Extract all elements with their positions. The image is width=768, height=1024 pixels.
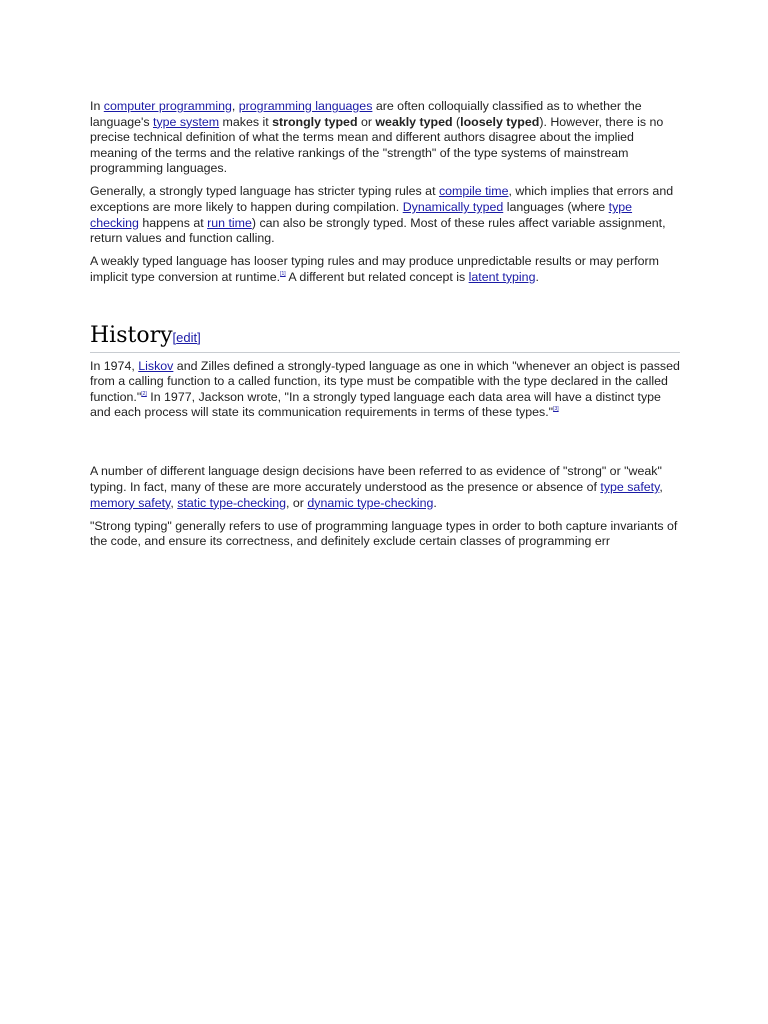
text: A number of different language design decisions have been referred to as evidence of "strong" or "weak" typing. In fact, many of these are more accurately understood as the presence or absence of: [90, 464, 662, 494]
link-memory-safety[interactable]: memory safety: [90, 495, 171, 510]
text: ,: [659, 480, 663, 494]
term-strongly-typed: strongly typed: [272, 114, 358, 129]
link-type-checking[interactable]: type checking: [90, 200, 633, 230]
text: ) can also be strongly typed. Most of these rules affect variable assignment, return values and function calling.: [90, 215, 666, 246]
text: ,: [170, 495, 178, 510]
history-heading: [90, 323, 680, 353]
text: makes it: [219, 114, 273, 129]
link-computer-programming[interactable]: computer programming: [103, 99, 232, 113]
definitions-paragraph-2: [90, 519, 680, 550]
text: Generally, a strongly typed language has stricter typing rules at: [90, 184, 439, 199]
text: A different but related concept is: [285, 269, 469, 284]
link-programming-languages[interactable]: programming languages: [238, 99, 373, 113]
term-loosely-typed: loosely typed: [460, 114, 540, 129]
history-paragraph: [90, 359, 680, 421]
text: In: [90, 99, 104, 113]
reference-3[interactable]: [3]: [553, 406, 559, 413]
link-liskov[interactable]: Liskov: [138, 358, 174, 373]
text: languages (where: [503, 200, 609, 215]
text: , or: [286, 495, 308, 510]
edit-link[interactable]: edit: [176, 329, 198, 345]
reference-2[interactable]: [2]: [141, 390, 147, 397]
intro-paragraph-2: [90, 184, 680, 246]
article-body: [90, 99, 680, 557]
edit-bracket-open: [: [172, 329, 177, 345]
link-dynamically-typed[interactable]: Dynamically typed: [402, 200, 504, 215]
text: happens at: [138, 215, 208, 230]
section-gap: [90, 428, 680, 464]
link-type-safety[interactable]: type safety: [600, 480, 660, 494]
text: and Zilles defined a strongly-typed language as one in which "whenever an object is passed from a calling function to a called function, its type must be compatible with the type declared in the called function.": [90, 358, 680, 404]
text: "Strong typing" generally refers to use of programming language types in order to both capture invariants of the code, and ensure its correctness, and definitely exclude certain classes of programming err: [90, 518, 678, 549]
intro-paragraph-3: [90, 254, 680, 285]
link-latent-typing[interactable]: latent typing: [468, 269, 536, 284]
text: or: [357, 114, 376, 129]
text: In 1977, Jackson wrote, "In a strongly typed language each data area will have a distinct type and each process will state its communication requirements in terms of these types.": [90, 389, 661, 420]
link-run-time[interactable]: run time: [207, 215, 252, 230]
link-dynamic-type-checking[interactable]: dynamic type-checking: [307, 495, 434, 510]
link-static-type-checking[interactable]: static type-checking: [177, 495, 287, 510]
text: .: [535, 269, 539, 284]
definitions-paragraph-1: [90, 464, 680, 511]
text: are often colloquially classified as to whether the language's: [90, 99, 642, 129]
term-weakly-typed: weakly typed: [375, 114, 453, 129]
text: A weakly typed language has looser typing rules and may produce unpredictable results or may perform implicit type conversion at runtime.: [90, 254, 659, 284]
text: In 1974,: [90, 358, 139, 373]
link-compile-time[interactable]: compile time: [438, 184, 509, 199]
text: ,: [231, 99, 239, 113]
text: .: [433, 495, 437, 510]
link-type-system[interactable]: type system: [153, 114, 220, 129]
reference-1[interactable]: [1]: [280, 270, 286, 277]
text: (: [452, 114, 461, 129]
edit-bracket-close: ]: [197, 329, 201, 345]
text: ). However, there is no precise technical definition of what the terms mean and different authors disagree about the implied meaning of the terms and the relative rankings of the "strength" of the type systems of mainstream programming languages.: [90, 114, 664, 176]
intro-paragraph-1: [90, 99, 680, 177]
section-title: History: [90, 322, 173, 348]
text: , which implies that errors and exceptions are more likely to happen during compilation.: [90, 184, 674, 215]
